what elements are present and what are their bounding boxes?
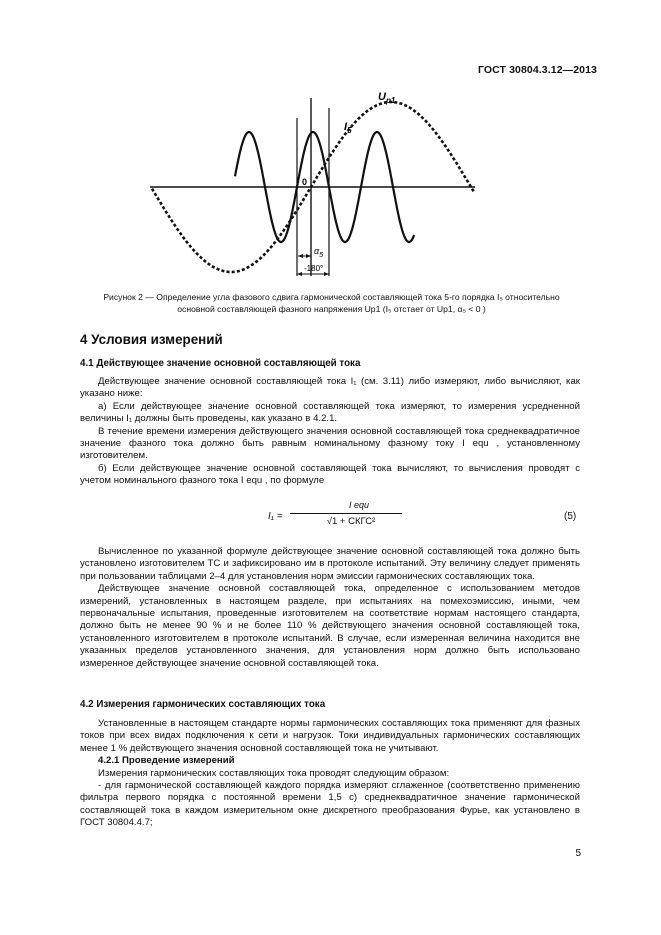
- caption-line-1: Рисунок 2 — Определение угла фазового сдвига гармонической составляющей тока 5-го порядка I₅ относительно: [103, 292, 560, 302]
- formula-lhs: I₁ =: [268, 511, 283, 522]
- section-4-2-heading: 4.2 Измерения гармонических составляющих тока: [80, 699, 326, 710]
- formula-denominator: √1 + СКГС²: [326, 516, 376, 527]
- paragraph: Действующее значение основной составляющей тока I₁ (см. 3.11) либо измеряют, либо вычисляют, как указано ниже:: [80, 376, 580, 400]
- section-4-1-text-b: [80, 546, 580, 670]
- up1-label: $U_{p1}$: [378, 91, 396, 105]
- paragraph: а) Если действующее значение основной составляющей тока измеряют, то измерения усредненной величины I₁ должны быть проведены, как указано в 4.2.1.: [80, 400, 580, 425]
- phase-diagram-figure: [140, 88, 500, 288]
- origin-label: 0: [302, 177, 308, 187]
- document-header: ГОСТ 30804.3.12—2013: [477, 64, 597, 76]
- paragraph: Вычисленное по указанной формуле действующее значение основной составляющей тока должно быть установлено изготовителем ТС и зафиксировано им в протоколе испытаний. Эту величину следует применять при пользовании таблицами 2–4 для установления норм эмиссии гармонических составляющих тока.: [80, 546, 580, 582]
- section-4-2-text: [80, 718, 580, 830]
- i5-label: $I_5$: [344, 121, 352, 135]
- paragraph: Установленные в настоящем стандарте нормы гармонических составляющих тока применяют для фазных токов при всех видах подключения к сети и нагрузок. Токи индивидуальных гармонических составляющих менее 1 % действующего значения основной составляющей тока не учитывают.: [80, 718, 580, 754]
- alpha5-label: $\alpha_5$: [314, 246, 324, 259]
- paragraph: Измерения гармонических составляющих тока проводят следующим образом:: [98, 767, 450, 779]
- formula-5: [250, 500, 580, 540]
- figure-caption: [48, 291, 615, 315]
- subsection-4-2-1-heading: 4.2.1 Проведение измерений: [98, 755, 235, 767]
- minus180-label: -180°: [304, 264, 324, 273]
- section-4-1-text-a: [80, 376, 580, 488]
- paragraph: Действующее значение основной составляющей тока, определенное с использованием методов измерений, установленных в настоящем разделе, при испытаниях на помехоэмиссию, иными, чем первоначальные испытания, проведенные изготовителем на соответствие нормам настоящего стандарта, должно быть не менее 90 % и не более 110 % действующего значения основной составляющей тока, установленного изготовителем в протоколе испытаний. В случае, если измеренная величина находится вне указанных пределов установленного значения, для установления норм должно быть использовано измеренное действующее значение основной составляющей тока.: [80, 583, 580, 669]
- page-number: 5: [575, 848, 581, 859]
- formula-number: (5): [564, 511, 577, 522]
- paragraph: В течение времени измерения действующего значения основной составляющей тока среднеквадратичное значение фазного тока должно быть равным номинальному фазному току I equ , установленному изготовителем.: [80, 425, 580, 462]
- formula-numerator: I equ: [348, 500, 370, 510]
- caption-line-2: основной составляющей фазного напряжения Up1 (I₅ отстает от Up1, α₅ < 0 ): [177, 304, 486, 314]
- paragraph: - для гармонической составляющей каждого порядка измеряют сглаженное (соответственно применению фильтра первого порядка с постоянной времени 1,5 с) среднеквадратичное значение гармонической составляющей тока в каждом измерительном окне дискретного преобразования Фурье, как установлено в ГОСТ 30804.4.7;: [80, 780, 580, 829]
- section-4-1-heading: 4.1 Действующее значение основной составляющей тока: [80, 358, 361, 369]
- fraction-bar: [290, 513, 402, 514]
- section-4-heading: 4 Условия измерений: [80, 332, 223, 347]
- paragraph: б) Если действующее значение основной составляющей тока вычисляют, то вычисления проводят с учетом номинального фазного тока I equ , по формуле: [80, 462, 580, 487]
